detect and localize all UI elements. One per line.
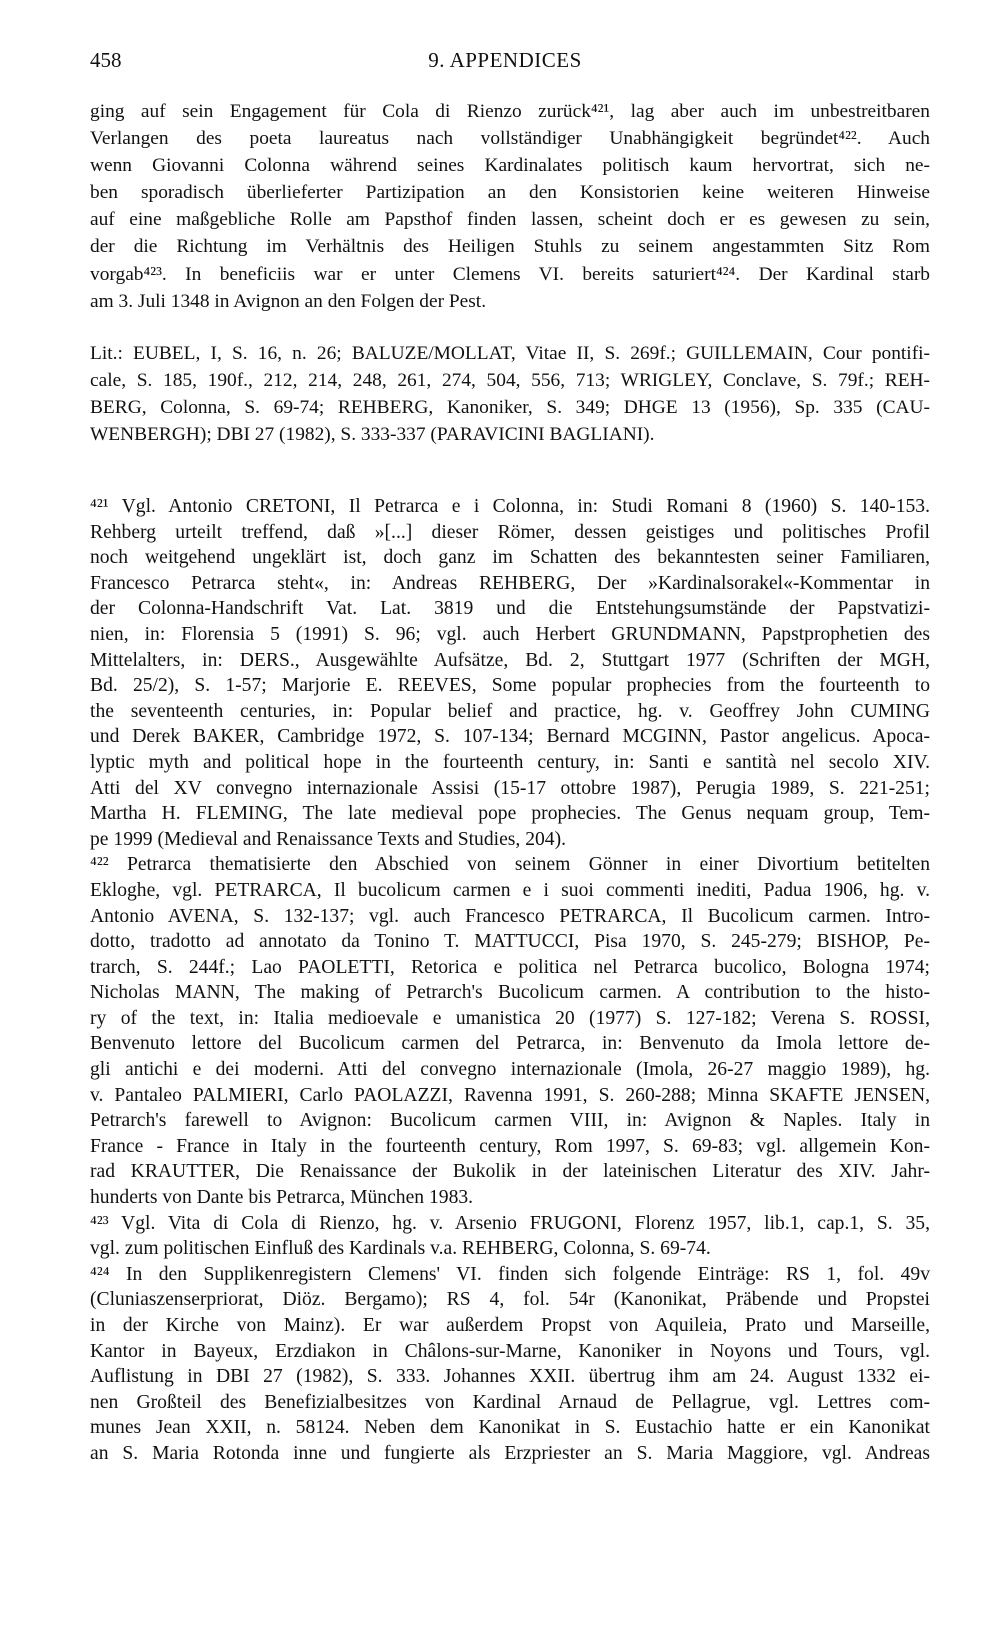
footnote-line: Nicholas MANN, The making of Petrarch's Bucolicum carmen. A contribution to the histo- — [90, 982, 930, 1004]
footnote-line: ⁴²³ Vgl. Vita di Cola di Rienzo, hg. v. Arsenio FRUGONI, Florenz 1957, lib.1, cap.1, S. 35, — [90, 1212, 930, 1234]
text-line: vorgab⁴²³. In beneficiis war er unter Clemens VI. bereits saturiert⁴²⁴. Der Kardinal starb — [90, 263, 930, 285]
footnote-line: pe 1999 (Medieval and Renaissance Texts and Studies, 204). — [90, 828, 567, 850]
footnote-line: lyptic myth and political hope in the fourteenth century, in: Santi e santità nel secolo XIV. — [90, 751, 930, 773]
literature-line: WENBERGH); DBI 27 (1982), S. 333-337 (PARAVICINI BAGLIANI). — [90, 424, 655, 446]
footnote-line: Kantor in Bayeux, Erzdiakon in Châlons-sur-Marne, Kanoniker in Noyons und Tours, vgl. — [90, 1340, 930, 1362]
footnote-line: rad KRAUTTER, Die Renaissance der Bukolik in der lateinischen Literatur des XIV. Jahr- — [90, 1161, 930, 1183]
footnote-line: der Colonna-Handschrift Vat. Lat. 3819 und die Entstehungsumstände der Papstvatizi- — [90, 598, 930, 620]
footnotes — [90, 494, 930, 1467]
text-line: ging auf sein Engagement für Cola di Rienzo zurück⁴²¹, lag aber auch im unbestreitbaren — [90, 101, 930, 122]
footnote-line: Bd. 25/2), S. 1-57; Marjorie E. REEVES, Some popular prophecies from the fourteenth to — [90, 675, 930, 697]
footnote-line: Francesco Petrarca steht«, in: Andreas REHBERG, Der »Kardinalsorakel«-Kommentar in — [90, 572, 930, 594]
footnote-line: France - France in Italy in the fourteenth century, Rom 1997, S. 69-83; vgl. allgemein Kon- — [90, 1135, 930, 1157]
footnote-line: vgl. zum politischen Einfluß des Kardinals v.a. REHBERG, Colonna, S. 69-74. — [90, 1238, 711, 1260]
footnote-line: Martha H. FLEMING, The late medieval pope prophecies. The Genus nequam group, Tem- — [90, 803, 930, 825]
text-line: Verlangen des poeta laureatus nach vollständiger Unabhängigkeit begründet⁴²². Auch — [90, 128, 930, 150]
body-paragraph — [90, 98, 930, 315]
footnote-line: ⁴²⁴ In den Supplikenregistern Clemens' VI. finden sich folgende Einträge: RS 1, fol. 49v — [90, 1263, 930, 1285]
footnote-line: munes Jean XXII, n. 58124. Neben dem Kanonikat in S. Eustachio hatte er ein Kanonikat — [90, 1417, 930, 1439]
footnote-line: trarch, S. 244f.; Lao PAOLETTI, Retorica e politica nel Petrarca bucolico, Bologna 1974; — [90, 956, 930, 978]
literature-line: BERG, Colonna, S. 69-74; REHBERG, Kanoniker, S. 349; DHGE 13 (1956), Sp. 335 (CAU- — [90, 397, 930, 419]
footnote-line: hunderts von Dante bis Petrarca, München 1983. — [90, 1187, 474, 1209]
footnote-line: Ekloghe, vgl. PETRARCA, Il bucolicum carmen e i suoi commenti inediti, Padua 1906, hg. v. — [90, 879, 930, 901]
footnote-line: v. Pantaleo PALMIERI, Carlo PAOLAZZI, Ravenna 1991, S. 260-288; Minna SKAFTE JENSEN, — [90, 1084, 930, 1106]
footnote-line: Atti del XV convegno internazionale Assisi (15-17 ottobre 1987), Perugia 1989, S. 221-251; — [90, 777, 930, 799]
footnote-line: dotto, tradotto ad annotato da Tonino T. MATTUCCI, Pisa 1970, S. 245-279; BISHOP, Pe- — [90, 931, 930, 953]
running-head: 9. APPENDICES — [428, 48, 582, 72]
footnote-line: Auflistung in DBI 27 (1982), S. 333. Johannes XXII. übertrug ihm am 24. August 1332 ei- — [90, 1366, 930, 1388]
page-header — [90, 48, 920, 80]
text-line: ben sporadisch überlieferter Partizipation an den Konsistorien keine weiteren Hinweise — [90, 182, 930, 204]
footnote-line: ⁴²² Petrarca thematisierte den Abschied von seinem Gönner in einer Divortium betitelten — [90, 854, 930, 876]
footnote-line: ry of the text, in: Italia medioevale e umanistica 20 (1977) S. 127-182; Verena S. ROSSI, — [90, 1007, 930, 1029]
footnote-line: ⁴²¹ Vgl. Antonio CRETONI, Il Petrarca e i Colonna, in: Studi Romani 8 (1960) S. 140-153. — [90, 496, 930, 517]
footnote-line: gli antichi e dei moderni. Atti del convegno internazionale (Imola, 26-27 maggio 1989), hg. — [90, 1059, 930, 1081]
text-line: auf eine maßgebliche Rolle am Papsthof finden lassen, scheint doch er es gewesen zu sein, — [90, 209, 930, 231]
footnote-line: Benvenuto lettore del Bucolicum carmen del Petrarca, in: Benvenuto da Imola lettore de- — [90, 1033, 930, 1055]
footnote-line: Rehberg urteilt treffend, daß »[...] dieser Römer, dessen geistiges und politisches Profil — [90, 521, 930, 543]
footnote-line: an S. Maria Rotonda inne und fungierte als Erzpriester an S. Maria Maggiore, vgl. Andreas — [90, 1442, 930, 1464]
footnote-line: und Derek BAKER, Cambridge 1972, S. 107-134; Bernard MCGINN, Pastor angelicus. Apoca- — [90, 726, 930, 748]
footnote-line: (Cluniaszenserpriorat, Diöz. Bergamo); RS 4, fol. 54r (Kanonikat, Präbende und Propstei — [90, 1289, 930, 1311]
footnote-line: Petrarch's farewell to Avignon: Bucolicum carmen VIII, in: Avignon & Naples. Italy in — [90, 1110, 930, 1132]
footnote-line: nen Großteil des Benefizialbesitzes von Kardinal Arnaud de Pellagrue, vgl. Lettres com- — [90, 1391, 930, 1413]
literature-line: Lit.: EUBEL, I, S. 16, n. 26; BALUZE/MOLLAT, Vitae II, S. 269f.; GUILLEMAIN, Cour pontifi- — [90, 343, 930, 364]
page-number: 458 — [90, 48, 122, 72]
text-line: der die Richtung im Verhältnis des Heiligen Stuhls zu seinem angestammten Sitz Rom — [90, 236, 930, 258]
footnote-line: in der Kirche von Mainz). Er war außerdem Propst von Aquileia, Prato und Marseille, — [90, 1315, 930, 1336]
literature-line: cale, S. 185, 190f., 212, 214, 248, 261, 274, 504, 556, 713; WRIGLEY, Conclave, S. 79f.; REH- — [90, 370, 930, 392]
literature-list — [90, 340, 930, 448]
text-line: am 3. Juli 1348 in Avignon an den Folgen der Pest. — [90, 290, 487, 312]
footnote-line: nien, in: Florensia 5 (1991) S. 96; vgl. auch Herbert GRUNDMANN, Papstprophetien des — [90, 623, 930, 645]
footnote-line: Mittelalters, in: DERS., Ausgewählte Aufsätze, Bd. 2, Stuttgart 1977 (Schriften der MGH, — [90, 649, 930, 671]
footnote-line: the seventeenth centuries, in: Popular belief and practice, hg. v. Geoffrey John CUMING — [90, 700, 930, 722]
text-line: wenn Giovanni Colonna während seines Kardinalates politisch kaum hervortrat, sich ne- — [90, 155, 930, 177]
footnote-line: Antonio AVENA, S. 132-137; vgl. auch Francesco PETRARCA, Il Bucolicum carmen. Intro- — [90, 905, 930, 927]
footnote-line: noch weitgehend ungeklärt ist, doch ganz im Schatten des bekanntesten seiner Familiaren, — [90, 547, 930, 569]
